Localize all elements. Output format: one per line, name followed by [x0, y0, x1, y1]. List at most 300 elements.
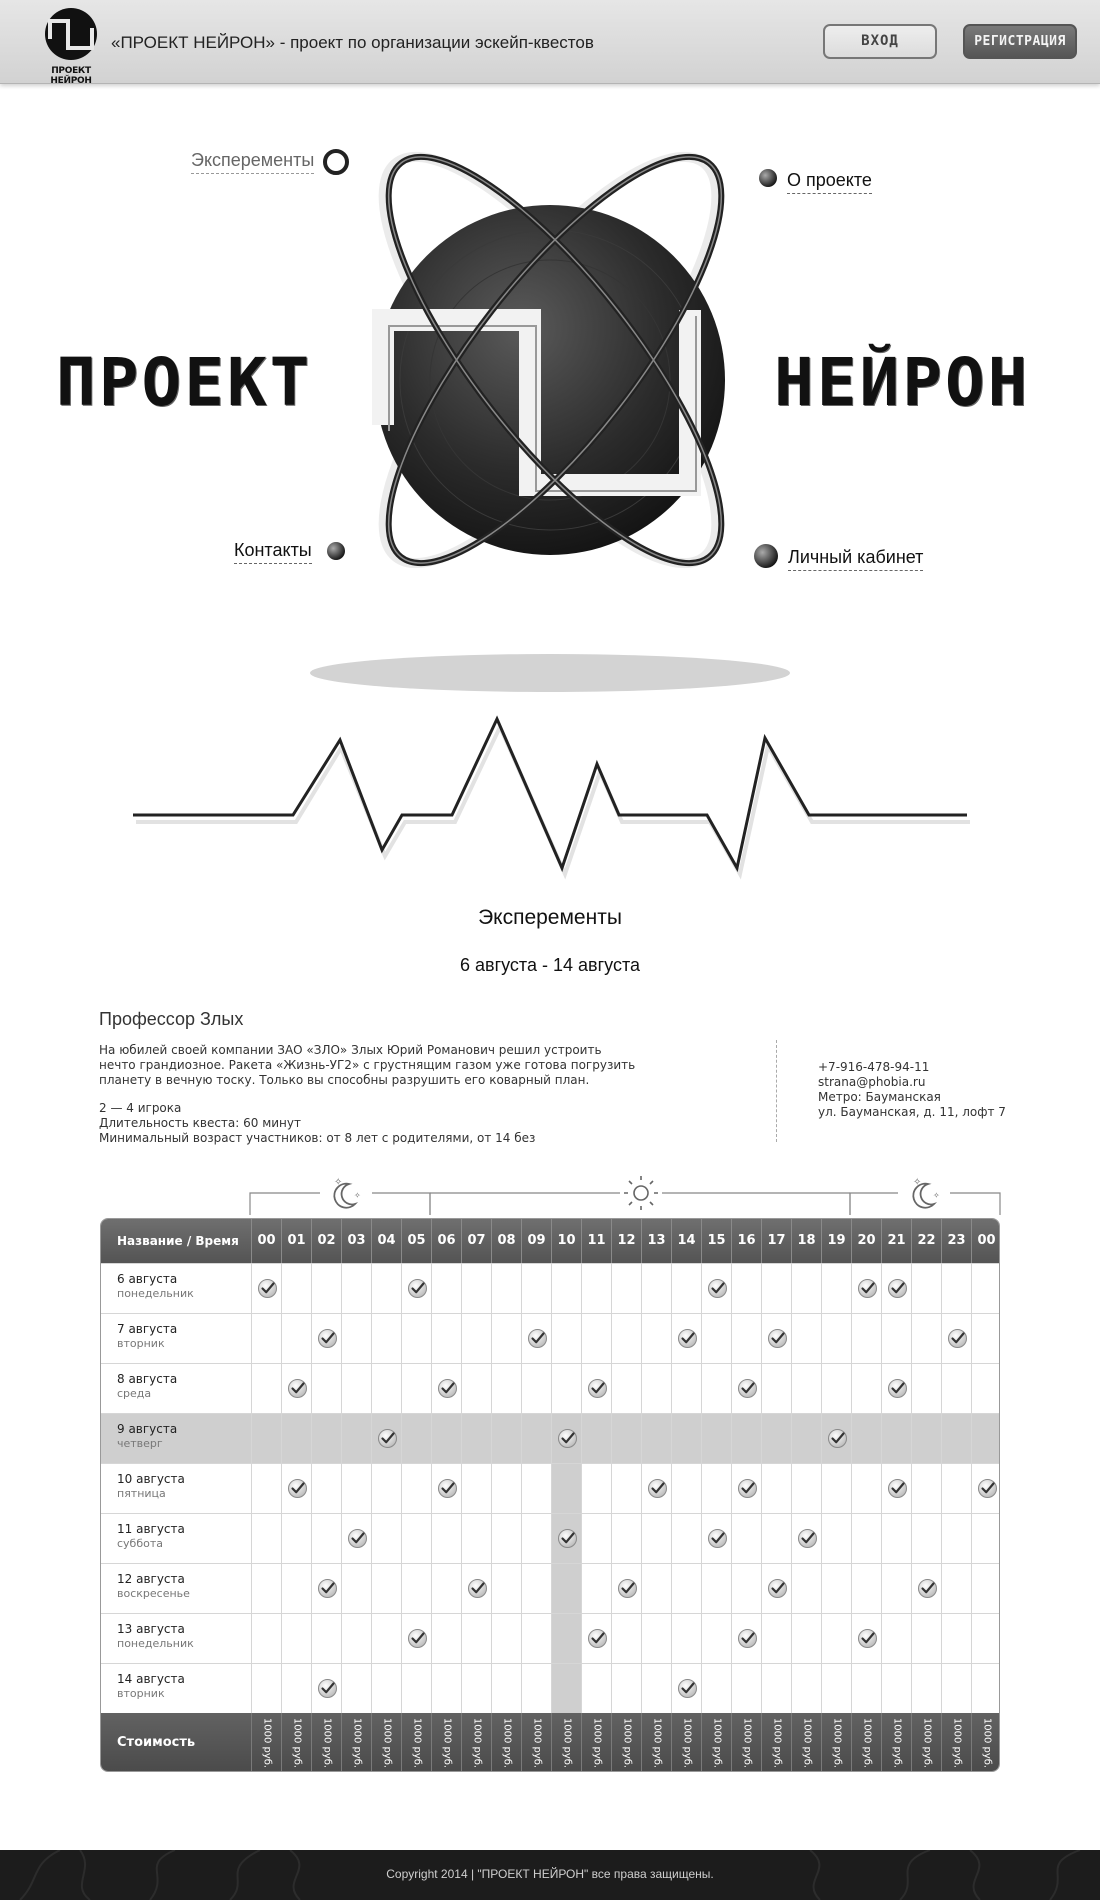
- schedule-cost-label: Стоимость: [117, 1735, 196, 1750]
- time-slot[interactable]: [731, 1664, 761, 1713]
- time-slot[interactable]: [701, 1564, 731, 1613]
- time-slot[interactable]: [371, 1464, 401, 1513]
- time-slot[interactable]: [341, 1364, 371, 1413]
- time-slot[interactable]: [371, 1414, 401, 1463]
- time-slot[interactable]: [581, 1614, 611, 1663]
- time-slot[interactable]: [671, 1514, 701, 1563]
- experiments-orbit-dot[interactable]: [325, 151, 347, 173]
- booked-check-icon: [617, 1578, 638, 1599]
- price-label: 1000 руб.: [261, 1717, 273, 1769]
- time-slot[interactable]: [551, 1614, 581, 1663]
- time-slot[interactable]: [911, 1264, 941, 1313]
- time-slot[interactable]: [461, 1514, 491, 1563]
- time-slot[interactable]: [401, 1464, 431, 1513]
- day-weekday: воскресенье: [117, 1587, 190, 1600]
- time-slot[interactable]: [881, 1664, 911, 1713]
- time-slot[interactable]: [821, 1664, 851, 1713]
- time-slot[interactable]: [341, 1614, 371, 1663]
- time-slot[interactable]: [971, 1314, 1000, 1363]
- time-slot[interactable]: [581, 1564, 611, 1613]
- time-slot[interactable]: [761, 1664, 791, 1713]
- time-slot[interactable]: [641, 1614, 671, 1663]
- time-slot[interactable]: [251, 1664, 281, 1713]
- time-slot[interactable]: [551, 1364, 581, 1413]
- time-slot[interactable]: [461, 1314, 491, 1363]
- time-slot[interactable]: [791, 1564, 821, 1613]
- hour-column-header: 00: [251, 1219, 281, 1263]
- price-cell: [671, 1713, 701, 1772]
- time-slot[interactable]: [971, 1414, 1000, 1463]
- time-slot[interactable]: [971, 1364, 1000, 1413]
- time-slot[interactable]: [611, 1414, 641, 1463]
- time-slot[interactable]: [911, 1514, 941, 1563]
- time-slot[interactable]: [581, 1364, 611, 1413]
- time-slot[interactable]: [341, 1464, 371, 1513]
- price-label: 1000 руб.: [891, 1717, 903, 1769]
- time-slot[interactable]: [761, 1614, 791, 1663]
- time-slot[interactable]: [641, 1564, 671, 1613]
- time-slot[interactable]: [551, 1564, 581, 1613]
- time-slot[interactable]: [281, 1614, 311, 1663]
- time-slot[interactable]: [731, 1314, 761, 1363]
- time-slot[interactable]: [431, 1314, 461, 1363]
- time-slot[interactable]: [491, 1614, 521, 1663]
- time-slot[interactable]: [701, 1664, 731, 1713]
- time-slot[interactable]: [551, 1514, 581, 1563]
- booked-check-icon: [317, 1678, 338, 1699]
- hour-column-header: 05: [401, 1219, 431, 1263]
- time-slot[interactable]: [311, 1414, 341, 1463]
- time-slot[interactable]: [911, 1364, 941, 1413]
- time-slot[interactable]: [551, 1464, 581, 1513]
- time-slot[interactable]: [851, 1464, 881, 1513]
- time-slot[interactable]: [821, 1314, 851, 1363]
- time-slot[interactable]: [821, 1414, 851, 1463]
- time-slot[interactable]: [701, 1314, 731, 1363]
- nav-about[interactable]: О проекте: [787, 170, 872, 194]
- time-slot[interactable]: [671, 1364, 701, 1413]
- time-slot[interactable]: [551, 1664, 581, 1713]
- time-slot[interactable]: [311, 1264, 341, 1313]
- time-slot[interactable]: [401, 1664, 431, 1713]
- time-slot[interactable]: [251, 1364, 281, 1413]
- svg-text:✧: ✧: [913, 1177, 922, 1188]
- time-slot[interactable]: [521, 1314, 551, 1363]
- time-slot[interactable]: [611, 1464, 641, 1513]
- time-slot[interactable]: [971, 1614, 1000, 1663]
- quest-name: Профессор Злых: [99, 1009, 244, 1029]
- time-slot[interactable]: [821, 1514, 851, 1563]
- time-slot[interactable]: [281, 1464, 311, 1513]
- time-slot[interactable]: [491, 1364, 521, 1413]
- time-slot[interactable]: [311, 1614, 341, 1663]
- time-slot[interactable]: [461, 1264, 491, 1313]
- time-slot[interactable]: [701, 1514, 731, 1563]
- time-slot[interactable]: [521, 1264, 551, 1313]
- time-slot[interactable]: [761, 1314, 791, 1363]
- schedule-cost-row: [101, 1713, 1000, 1772]
- time-slot[interactable]: [791, 1614, 821, 1663]
- contact-phone[interactable]: +7-916-478-94-11: [818, 1060, 930, 1074]
- time-slot[interactable]: [731, 1264, 761, 1313]
- time-slot[interactable]: [551, 1264, 581, 1313]
- time-slot[interactable]: [371, 1514, 401, 1563]
- time-slot[interactable]: [941, 1514, 971, 1563]
- day-weekday: вторник: [117, 1687, 165, 1700]
- time-slot[interactable]: [911, 1564, 941, 1613]
- time-slot[interactable]: [941, 1664, 971, 1713]
- price-label: 1000 руб.: [981, 1717, 993, 1769]
- time-slot[interactable]: [521, 1364, 551, 1413]
- hero-shadow: [310, 654, 790, 692]
- hour-column-header: 02: [311, 1219, 341, 1263]
- time-slot[interactable]: [281, 1264, 311, 1313]
- time-slot[interactable]: [491, 1564, 521, 1613]
- time-slot[interactable]: [581, 1514, 611, 1563]
- contacts-orbit-dot[interactable]: [327, 542, 345, 560]
- time-slot[interactable]: [431, 1564, 461, 1613]
- time-slot[interactable]: [881, 1514, 911, 1563]
- price-cell: [701, 1713, 731, 1772]
- time-slot[interactable]: [641, 1314, 671, 1363]
- price-label: 1000 руб.: [741, 1717, 753, 1769]
- time-slot[interactable]: [581, 1414, 611, 1463]
- time-slot[interactable]: [611, 1364, 641, 1413]
- time-slot[interactable]: [941, 1264, 971, 1313]
- day-cell: [101, 1414, 251, 1463]
- time-slot[interactable]: [971, 1664, 1000, 1713]
- time-slot[interactable]: [821, 1364, 851, 1413]
- time-slot[interactable]: [431, 1464, 461, 1513]
- about-orbit-dot[interactable]: [759, 169, 777, 187]
- time-slot[interactable]: [731, 1414, 761, 1463]
- time-slot[interactable]: [761, 1464, 791, 1513]
- time-slot[interactable]: [791, 1414, 821, 1463]
- time-slot[interactable]: [701, 1614, 731, 1663]
- time-slot[interactable]: [401, 1614, 431, 1663]
- time-slot[interactable]: [491, 1314, 521, 1363]
- time-slot[interactable]: [641, 1664, 671, 1713]
- time-slot[interactable]: [461, 1364, 491, 1413]
- time-slot[interactable]: [461, 1564, 491, 1613]
- time-slot[interactable]: [851, 1314, 881, 1363]
- booked-check-icon: [467, 1578, 488, 1599]
- time-slot[interactable]: [701, 1464, 731, 1513]
- time-slot[interactable]: [971, 1564, 1000, 1613]
- hero-word-right: НЕЙРОН: [774, 344, 1031, 421]
- time-slot[interactable]: [461, 1414, 491, 1463]
- time-slot[interactable]: [281, 1414, 311, 1463]
- pulse-line-shadow: [136, 727, 970, 874]
- hour-column-header: 16: [731, 1219, 761, 1263]
- time-slot[interactable]: [581, 1314, 611, 1363]
- schedule-row: [101, 1563, 1000, 1613]
- contact-email[interactable]: strana@phobia.ru: [818, 1075, 926, 1089]
- time-slot[interactable]: [911, 1664, 941, 1713]
- time-slot[interactable]: [911, 1414, 941, 1463]
- time-slot[interactable]: [971, 1464, 1000, 1513]
- time-slot[interactable]: [371, 1364, 401, 1413]
- time-slot[interactable]: [401, 1364, 431, 1413]
- day-cell: [101, 1514, 251, 1563]
- time-slot[interactable]: [761, 1364, 791, 1413]
- time-slot[interactable]: [911, 1614, 941, 1663]
- nav-contacts[interactable]: Контакты: [234, 540, 312, 564]
- time-slot[interactable]: [791, 1514, 821, 1563]
- time-slot[interactable]: [671, 1414, 701, 1463]
- booked-check-icon: [677, 1678, 698, 1699]
- time-slot[interactable]: [881, 1264, 911, 1313]
- register-button[interactable]: РЕГИСТРАЦИЯ: [963, 24, 1077, 59]
- day-weekday: суббота: [117, 1537, 164, 1550]
- price-label: 1000 руб.: [291, 1717, 303, 1769]
- time-slot[interactable]: [281, 1564, 311, 1613]
- time-slot[interactable]: [611, 1314, 641, 1363]
- time-slot[interactable]: [521, 1414, 551, 1463]
- time-slot[interactable]: [731, 1514, 761, 1563]
- time-slot[interactable]: [761, 1414, 791, 1463]
- hour-column-header: 01: [281, 1219, 311, 1263]
- time-slot[interactable]: [251, 1614, 281, 1663]
- time-slot[interactable]: [521, 1514, 551, 1563]
- hour-column-header: 12: [611, 1219, 641, 1263]
- time-slot[interactable]: [521, 1564, 551, 1613]
- time-slot[interactable]: [341, 1264, 371, 1313]
- time-slot[interactable]: [821, 1564, 851, 1613]
- price-label: 1000 руб.: [561, 1717, 573, 1769]
- time-slot[interactable]: [851, 1414, 881, 1463]
- time-slot[interactable]: [401, 1414, 431, 1463]
- time-slot[interactable]: [821, 1264, 851, 1313]
- time-slot[interactable]: [251, 1414, 281, 1463]
- price-cell: [731, 1713, 761, 1772]
- time-slot[interactable]: [971, 1264, 1000, 1313]
- price-label: 1000 руб.: [711, 1717, 723, 1769]
- time-slot[interactable]: [401, 1564, 431, 1613]
- time-slot[interactable]: [851, 1264, 881, 1313]
- time-slot[interactable]: [911, 1314, 941, 1363]
- time-slot[interactable]: [581, 1264, 611, 1313]
- time-slot[interactable]: [401, 1514, 431, 1563]
- time-slot[interactable]: [281, 1364, 311, 1413]
- time-slot[interactable]: [251, 1514, 281, 1563]
- time-slot[interactable]: [851, 1514, 881, 1563]
- time-slot[interactable]: [461, 1614, 491, 1663]
- time-slot[interactable]: [371, 1614, 401, 1663]
- time-slot[interactable]: [311, 1364, 341, 1413]
- time-slot[interactable]: [341, 1414, 371, 1463]
- time-slot[interactable]: [491, 1414, 521, 1463]
- time-slot[interactable]: [311, 1314, 341, 1363]
- time-slot[interactable]: [851, 1564, 881, 1613]
- schedule-row: [101, 1413, 1000, 1463]
- time-slot[interactable]: [641, 1514, 671, 1563]
- time-slot[interactable]: [281, 1664, 311, 1713]
- time-slot[interactable]: [371, 1664, 401, 1713]
- time-slot[interactable]: [881, 1364, 911, 1413]
- day-cell: [101, 1314, 251, 1363]
- hour-column-header: 21: [881, 1219, 911, 1263]
- time-slot[interactable]: [791, 1264, 821, 1313]
- time-slot[interactable]: [851, 1364, 881, 1413]
- time-slot[interactable]: [251, 1564, 281, 1613]
- time-slot[interactable]: [611, 1514, 641, 1563]
- time-slot[interactable]: [431, 1514, 461, 1563]
- time-slot[interactable]: [311, 1664, 341, 1713]
- time-slot[interactable]: [701, 1264, 731, 1313]
- time-slot[interactable]: [401, 1314, 431, 1363]
- time-slot[interactable]: [521, 1614, 551, 1663]
- time-slot[interactable]: [971, 1514, 1000, 1563]
- time-slot[interactable]: [881, 1464, 911, 1513]
- time-slot[interactable]: [641, 1464, 671, 1513]
- time-slot[interactable]: [941, 1614, 971, 1663]
- time-slot[interactable]: [791, 1364, 821, 1413]
- site-logo[interactable]: [40, 6, 102, 86]
- time-slot[interactable]: [881, 1414, 911, 1463]
- time-slot[interactable]: [641, 1264, 671, 1313]
- time-slot[interactable]: [671, 1614, 701, 1663]
- time-slot[interactable]: [431, 1614, 461, 1663]
- time-slot[interactable]: [881, 1314, 911, 1363]
- price-cell: [971, 1713, 1000, 1772]
- time-slot[interactable]: [731, 1364, 761, 1413]
- time-slot[interactable]: [641, 1414, 671, 1463]
- time-slot[interactable]: [281, 1514, 311, 1563]
- time-slot[interactable]: [731, 1464, 761, 1513]
- time-slot[interactable]: [791, 1664, 821, 1713]
- time-slot[interactable]: [671, 1264, 701, 1313]
- time-slot[interactable]: [491, 1514, 521, 1563]
- time-slot[interactable]: [821, 1614, 851, 1663]
- time-slot[interactable]: [581, 1664, 611, 1713]
- time-slot[interactable]: [761, 1564, 791, 1613]
- time-slot[interactable]: [611, 1264, 641, 1313]
- price-label: 1000 руб.: [921, 1717, 933, 1769]
- time-slot[interactable]: [311, 1514, 341, 1563]
- time-slot[interactable]: [401, 1264, 431, 1313]
- time-slot[interactable]: [731, 1564, 761, 1613]
- time-slot[interactable]: [251, 1464, 281, 1513]
- nav-cabinet[interactable]: Личный кабинет: [788, 547, 923, 571]
- booked-check-icon: [737, 1478, 758, 1499]
- price-cell: [521, 1713, 551, 1772]
- time-slot[interactable]: [491, 1464, 521, 1513]
- time-slot[interactable]: [251, 1264, 281, 1313]
- time-slot[interactable]: [551, 1414, 581, 1463]
- price-cell: [611, 1713, 641, 1772]
- time-slot[interactable]: [701, 1414, 731, 1463]
- sun-icon: [624, 1176, 658, 1210]
- time-slot[interactable]: [671, 1464, 701, 1513]
- time-slot[interactable]: [251, 1314, 281, 1363]
- time-slot[interactable]: [701, 1364, 731, 1413]
- time-slot[interactable]: [521, 1664, 551, 1713]
- cabinet-orbit-dot[interactable]: [754, 544, 778, 568]
- day-cell: [101, 1364, 251, 1413]
- time-slot[interactable]: [851, 1664, 881, 1713]
- time-slot[interactable]: [941, 1364, 971, 1413]
- time-slot[interactable]: [791, 1464, 821, 1513]
- time-slot[interactable]: [341, 1664, 371, 1713]
- hour-column-header: 15: [701, 1219, 731, 1263]
- price-cell: [431, 1713, 461, 1772]
- login-button[interactable]: ВХОД: [823, 24, 937, 59]
- time-slot[interactable]: [941, 1464, 971, 1513]
- booked-check-icon: [377, 1428, 398, 1449]
- time-slot[interactable]: [731, 1614, 761, 1663]
- schedule-row: [101, 1613, 1000, 1663]
- time-slot[interactable]: [641, 1364, 671, 1413]
- time-slot[interactable]: [551, 1314, 581, 1363]
- time-slot[interactable]: [371, 1264, 401, 1313]
- time-slot[interactable]: [671, 1564, 701, 1613]
- time-slot[interactable]: [371, 1564, 401, 1613]
- svg-text:✧: ✧: [933, 1191, 940, 1200]
- schedule-table: [100, 1218, 1000, 1772]
- time-slot[interactable]: [491, 1264, 521, 1313]
- time-slot[interactable]: [281, 1314, 311, 1363]
- time-slot[interactable]: [821, 1464, 851, 1513]
- time-slot[interactable]: [611, 1564, 641, 1613]
- moon-stars-icon-right: [913, 1177, 940, 1208]
- time-slot[interactable]: [311, 1464, 341, 1513]
- hour-column-header: 00: [971, 1219, 1000, 1263]
- time-slot[interactable]: [881, 1614, 911, 1663]
- time-slot[interactable]: [431, 1414, 461, 1463]
- time-slot[interactable]: [791, 1314, 821, 1363]
- time-slot[interactable]: [431, 1264, 461, 1313]
- day-weekday: понедельник: [117, 1287, 194, 1300]
- time-slot[interactable]: [491, 1664, 521, 1713]
- time-slot[interactable]: [761, 1264, 791, 1313]
- time-slot[interactable]: [461, 1464, 491, 1513]
- booked-check-icon: [887, 1378, 908, 1399]
- time-slot[interactable]: [611, 1664, 641, 1713]
- time-slot[interactable]: [431, 1664, 461, 1713]
- time-slot[interactable]: [911, 1464, 941, 1513]
- time-slot[interactable]: [341, 1314, 371, 1363]
- booked-check-icon: [437, 1478, 458, 1499]
- time-slot[interactable]: [851, 1614, 881, 1663]
- time-slot[interactable]: [881, 1564, 911, 1613]
- quest-age: Минимальный возраст участников: от 8 лет с родителями, от 14 без: [99, 1131, 536, 1145]
- price-label: 1000 руб.: [501, 1717, 513, 1769]
- nav-experiments[interactable]: Эксперементы: [191, 150, 314, 174]
- schedule-row: [101, 1663, 1000, 1713]
- hour-column-header: 14: [671, 1219, 701, 1263]
- time-slot[interactable]: [671, 1664, 701, 1713]
- booked-check-icon: [737, 1378, 758, 1399]
- price-cell: [281, 1713, 311, 1772]
- time-slot[interactable]: [311, 1564, 341, 1613]
- time-slot[interactable]: [341, 1564, 371, 1613]
- time-slot[interactable]: [521, 1464, 551, 1513]
- time-slot[interactable]: [341, 1514, 371, 1563]
- time-slot[interactable]: [611, 1614, 641, 1663]
- time-slot[interactable]: [431, 1364, 461, 1413]
- time-slot[interactable]: [941, 1414, 971, 1463]
- price-cell: [881, 1713, 911, 1772]
- time-slot[interactable]: [371, 1314, 401, 1363]
- time-slot[interactable]: [581, 1464, 611, 1513]
- time-slot[interactable]: [761, 1514, 791, 1563]
- time-slot[interactable]: [941, 1564, 971, 1613]
- time-slot[interactable]: [461, 1664, 491, 1713]
- hour-column-header: 06: [431, 1219, 461, 1263]
- time-slot[interactable]: [671, 1314, 701, 1363]
- time-slot[interactable]: [941, 1314, 971, 1363]
